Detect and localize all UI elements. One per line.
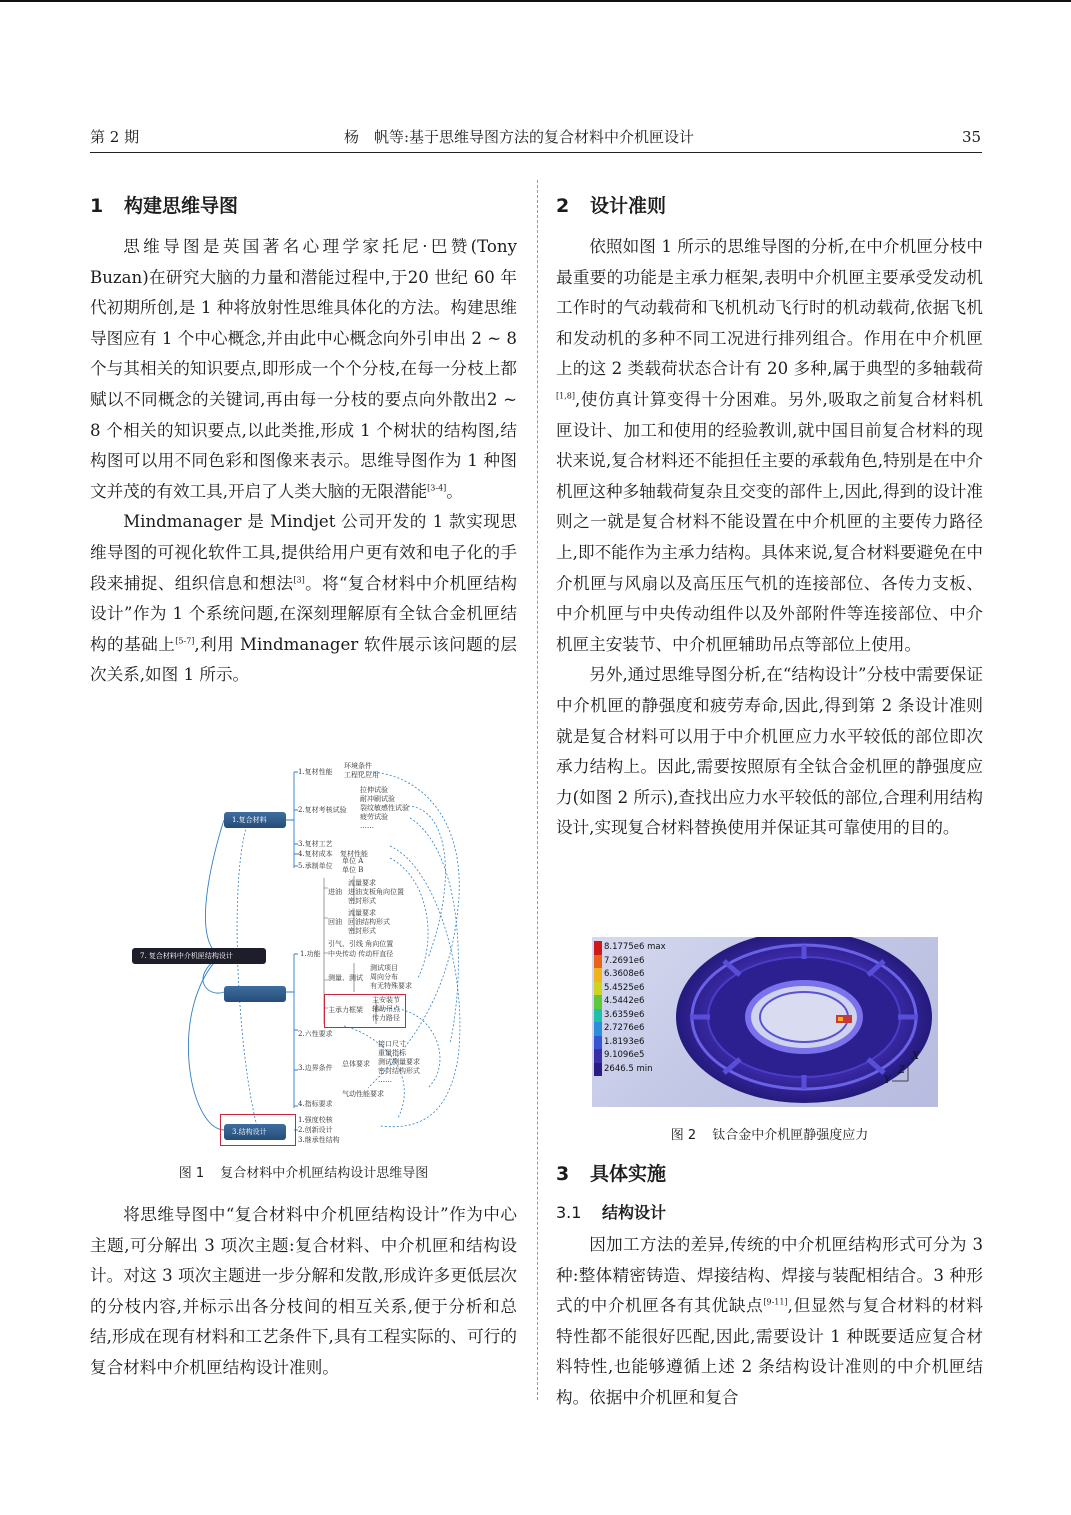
section-2-heading (556, 194, 983, 218)
subsection-number: 3.1 (556, 1203, 582, 1222)
legend-swatch (594, 941, 602, 955)
section-3-heading (556, 1162, 983, 1186)
legend-value: 4.5442e6 (604, 996, 645, 1006)
mind-map-item: 1.功能 (300, 950, 321, 958)
paragraph-text: ,使仿真计算变得十分困难。另外,吸取之前复合材料机匣设计、加工和使用的经验教训,就中国目前复合材料的现状来说,复合材料还不能担任主要的承载角色,特别是在中介机匣这种多轴载荷复杂且交变的部件上,因此,得到的设计准则之一就是复合材料不能设置在中介机匣的主要传力路径上,即不能作为主承力结构。具体来说,复合材料要避免在中介机匣与风扇以及高压压气机的连接部位、各传力支板、中介机匣与中央传动组件以及外部附件等连接部位、中介机匣主安装节、中介机匣辅助吊点等部位上使用。 (556, 389, 983, 654)
mind-map-item: 有无特殊要求 (370, 982, 412, 990)
subsection-3-1-heading (556, 1202, 983, 1224)
mind-map-item: 裂纹敏感性试验 (360, 804, 409, 812)
figure-1-caption (90, 1162, 517, 1181)
section-title: 构建思维导图 (124, 195, 239, 217)
legend-row (592, 1049, 662, 1063)
mind-map-item: …… (378, 1076, 392, 1084)
legend-value: 1.8193e6 (604, 1036, 645, 1047)
column-divider (537, 180, 538, 1400)
subsection-title: 结构设计 (602, 1203, 667, 1222)
legend-swatch (594, 1022, 602, 1036)
mind-map-item: 流量要求 (348, 879, 376, 887)
section-number: 2 (556, 195, 570, 217)
header-page-number: 35 (962, 128, 982, 146)
legend-row (592, 1022, 662, 1036)
mind-map-item: 主承力框架 (328, 1006, 363, 1014)
paragraph (556, 232, 983, 660)
legend-row (592, 1009, 662, 1023)
mind-map-item: 流量要求 (348, 909, 376, 917)
header-rule (90, 152, 982, 153)
mind-map-item: 回油结构形式 (348, 918, 390, 926)
right-column-top (556, 194, 983, 844)
mind-map-item: 环境条件 (344, 762, 372, 770)
mind-map-item: 进油 (328, 888, 342, 896)
mind-map-item: 密封形式 (348, 897, 376, 905)
mind-map-item: 拉伸试验 (360, 786, 388, 794)
mind-map-item: 辅助吊点 (372, 1005, 400, 1013)
mind-map-item: 气动性能要求 (342, 1090, 384, 1098)
legend-row (592, 995, 662, 1009)
paragraph (90, 507, 517, 691)
legend-swatch (594, 995, 602, 1009)
figure-title: 钛合金中介机匣静强度应力 (712, 1128, 869, 1143)
legend-swatch (594, 955, 602, 969)
page-top-rule (0, 0, 1071, 2)
mind-map-item: 传力路径 (372, 1014, 400, 1022)
legend-row (592, 1063, 662, 1077)
central-topic-label: 复合材料中介机匣结构设计 (148, 952, 233, 960)
legend-row (592, 955, 662, 969)
legend-swatch (594, 982, 602, 996)
mind-map-item: 测试项目 (370, 964, 398, 972)
mind-map-item: 密封结构形式 (378, 1067, 420, 1075)
citation: [3-4] (427, 483, 447, 493)
legend-value: 3.6359e6 (604, 1009, 645, 1020)
legend-row (592, 1036, 662, 1050)
mind-map-item: 3.继承性结构 (298, 1136, 340, 1144)
axis-z-label: Z (898, 1065, 905, 1076)
citation: [5-7] (175, 636, 195, 646)
mind-map-item: 复材性能 (340, 850, 368, 858)
paragraph-text: 思维导图是英国著名心理学家托尼·巴赞(Tony Buzan)在研究大脑的力量和潜能过程中,于20 世纪 60 年代初期所创,是 1 种将放射性思维具体化的方法。构建思维导图应有 1 个中心概念,并由此中心概念向外引申出 2 ~ 8 个与其相关的知识要点,即形成一个个分枝,在每一分枝上都赋以不同概念的关键词,再由每一分枝的要点向外散出2 ~ 8 个相关的知识要点,以此类推,形成 1 个树状的结构图,结构图可以用不同色彩和图像来表示。思维导图作为 1 种图文并茂的有效工具,开启了人类大脑的无限潜能 (90, 237, 517, 501)
stress-legend (592, 941, 666, 1076)
paragraph: 另外,通过思维导图分析,在“结构设计”分枝中需要保证中介机匣的静强度和疲劳寿命,因此,得到第 2 条设计准则就是复合材料可以用于中介机匣应力水平较低的部位即次承力结构上。因此,需要按照原有全钛合金机匣的静强度应力(如图 2 所示),查找出应力水平较低的部位,合理利用结构设计,实现复合材料替换使用并保证其可靠使用的目的。 (556, 665, 983, 838)
mind-map-item: 2.六性要求 (298, 1030, 333, 1038)
section-number: 3 (556, 1163, 570, 1185)
legend-value: 7.2691e6 (604, 955, 645, 966)
mind-map-item: 单位 A (342, 857, 364, 865)
mind-map-item: 主安装节 (372, 996, 400, 1004)
axis-y-label: Y (884, 1075, 891, 1086)
mind-map-branch-structure: 3.结构设计 (224, 1124, 286, 1140)
citation: [1,8] (556, 391, 575, 401)
figure-label: 图 2 (670, 1128, 697, 1143)
mind-map-item: 回油 (328, 918, 342, 926)
mind-map-item: 3.复材工艺 (298, 840, 333, 848)
legend-value: 2.7276e6 (604, 1023, 645, 1033)
legend-swatch (594, 968, 602, 982)
mind-map-item: 中央传动 传动杆直径 (328, 950, 394, 958)
section-title: 具体实施 (590, 1163, 667, 1185)
legend-swatch (594, 1063, 602, 1077)
legend-value: 5.4525e6 (604, 982, 645, 993)
paragraph-text: 。将“复合材料中介机匣结构设计”作为 1 个系统问题,在深刻理解原有全钛合金机匣结构的基础上 (90, 573, 518, 654)
mind-map-item: 3.边界条件 (298, 1064, 333, 1072)
figure-label: 图 1 (178, 1166, 205, 1181)
mind-map-item: 引气、引线 角向位置 (328, 940, 394, 948)
mind-map-branch-composite: 1.复合材料 (224, 812, 286, 828)
legend-value: 8.1775e6 max (604, 942, 666, 952)
mind-map-item: 1.强度校核 (298, 1116, 333, 1124)
mind-map-item: 耐冲刷试验 (360, 795, 395, 803)
legend-value: 6.3608e6 (604, 969, 645, 979)
paragraph-text: 因加工方法的差异,传统的中介机匣结构形式可分为 3 种:整体精密铸造、焊接结构、焊接与装配相结合。3 种形式的中介机匣各有其优缺点 (556, 1235, 983, 1316)
legend-row (592, 941, 666, 955)
paragraph-text: Mindmanager 是 Mindjet 公司开发的 1 款实现思维导图的可视化软件工具,提供给用户更有效和电子化的手段来捕捉、组织信息和想法 (90, 512, 517, 593)
mind-map-item: 周向分布 (370, 973, 398, 981)
legend-swatch (594, 1036, 602, 1050)
mind-map-branch-casing (224, 986, 286, 1002)
mind-map-item: 工程化应用 (344, 771, 379, 779)
legend-swatch (594, 1049, 602, 1063)
mind-map-item: 2.复材考核试验 (298, 806, 347, 814)
legend-value: 2646.5 min (604, 1063, 653, 1074)
legend-swatch (594, 1009, 602, 1023)
mind-map-item: 5.承制单位 (298, 862, 333, 870)
right-column-bottom (556, 1162, 983, 1414)
mind-map-item: 测试测量要求 (378, 1058, 420, 1066)
paragraph: 将思维导图中“复合材料中介机匣结构设计”作为中心主题,可分解出 3 项次主题:复合材料、中介机匣和结构设计。对这 3 项次主题进一步分解和发散,形成许多更低层次的分枝内容,并标示出各分枝间的相互关系,便于分析和总结,形成在现有材料和工艺条件下,具有工程实际的、可行的复合材料中介机匣结构设计准则。 (90, 1205, 517, 1377)
section-title: 设计准则 (590, 195, 667, 217)
mind-map-item: 单位 B (342, 866, 364, 874)
paragraph-text: ,利用 Mindmanager 软件展示该问题的层次关系,如图 1 所示。 (90, 634, 518, 685)
paragraph (556, 1230, 983, 1414)
mind-map-item: 接口尺寸 (378, 1040, 406, 1048)
legend-row (592, 968, 662, 982)
mind-map-item: 4.复材成本 (298, 850, 333, 858)
stress-contour-figure (592, 937, 938, 1107)
mind-map-item: …… (360, 822, 374, 830)
citation: [3] (293, 575, 305, 584)
mind-map-item: 总体要求 (342, 1060, 370, 1068)
paragraph-text: 。 (446, 481, 463, 501)
mind-map-figure (128, 758, 498, 1148)
mind-map-item: 2.创新设计 (298, 1126, 333, 1134)
mind-map-item: 测量、测试 (328, 974, 363, 982)
citation: [9-11] (763, 1297, 788, 1307)
legend-value: 9.1096e5 (604, 1050, 645, 1060)
header-issue: 第 2 期 (90, 128, 140, 146)
paragraph-text: 依照如图 1 所示的思维导图的分析,在中介机匣分枝中最重要的功能是主承力框架,表明中介机匣主要承受发动机工作时的气动载荷和飞机机动飞行时的机动载荷,依据飞机和发动机的多种不同工况进行排列组合。作用在中介机匣上的这 2 类载荷状态合计有 20 多种,属于典型的多轴载荷 (556, 237, 983, 379)
mind-map-item: 进油支板角向位置 (348, 888, 404, 896)
mind-map-item: 4.指标要求 (298, 1100, 333, 1108)
central-topic-number: 7. (140, 952, 147, 960)
mind-map-central-topic (132, 948, 266, 964)
mind-map-item: 密封形式 (348, 927, 376, 935)
axis-x-label: X (912, 1051, 920, 1062)
left-column-top (90, 194, 517, 691)
mind-map-item: 1.复材性能 (298, 768, 333, 776)
figure-title: 复合材料中介机匣结构设计思维导图 (220, 1166, 429, 1181)
header-title: 杨 帆等:基于思维导图方法的复合材料中介机匣设计 (344, 128, 695, 146)
legend-row (592, 982, 662, 996)
paragraph-text: ,但显然与复合材料的材料特性都不能很好匹配,因此,需要设计 1 种既要适应复合材料特性,也能够遵循上述 2 条结构设计准则的中介机匣结构。依据中介机匣和复合 (556, 1296, 983, 1407)
highlight-box (220, 1114, 296, 1146)
section-1-heading (90, 194, 517, 218)
left-column-bottom (90, 1200, 517, 1384)
paragraph (90, 232, 517, 507)
mind-map-item: 重量指标 (378, 1049, 406, 1057)
mind-map-item: 疲劳试验 (360, 813, 388, 821)
figure-2-caption (556, 1124, 983, 1143)
section-number: 1 (90, 195, 104, 217)
